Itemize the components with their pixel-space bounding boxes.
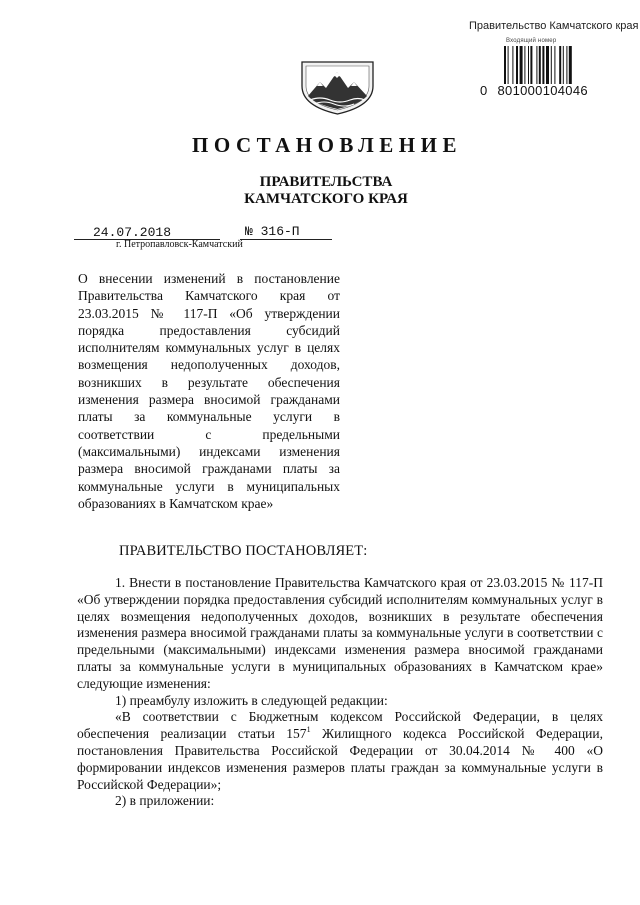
document-number: № 316-П	[245, 224, 300, 239]
issuer-line-2: КАМЧАТСКОГО КРАЯ	[244, 191, 408, 207]
document-subject	[78, 270, 340, 512]
document-body	[77, 575, 603, 810]
article-superscript: 1	[306, 725, 311, 735]
resolving-clause: ПРАВИТЕЛЬСТВО ПОСТАНОВЛЯЕТ:	[119, 543, 368, 559]
document-type-title: ПОСТАНОВЛЕНИЕ	[192, 133, 462, 157]
barcode-number	[480, 83, 588, 98]
barcode-image	[504, 46, 588, 84]
document-date: 24.07.2018	[93, 225, 172, 240]
barcode-prefix: 0	[480, 83, 488, 98]
registry-organization: Правительство Камчатского края	[469, 20, 639, 32]
subject-text: О внесении изменений в постановление Правительства Камчатского края от 23.03.2015 № 117-П «Об утверждении порядка предоставления субсидий исполнителям коммунальных услуг в целях возмещения недополученных доходов, возникших в результате обеспечения изменения размера вносимой гражданами платы за коммунальные услуги в соответствии с предельными (максимальными) индексами изменения размера вносимой гражданами платы за коммунальные услуги в муниципальных образованиях в Камчатском крае»	[78, 271, 340, 511]
paragraph-3-end: Жилищного кодекса Российской Федерации, постановления Правительства Российской Федерации от 30.04.2014 № 400 «О формировании индексов изменения размеров платы граждан за коммунальные услуги в Российской Федерации»;	[77, 726, 603, 792]
kamchatka-coat-of-arms-emblem	[300, 60, 375, 115]
paragraph-1: 1. Внести в постановление Правительства Камчатского края от 23.03.2015 № 117-П «Об утверждении порядка предоставления субсидий исполнителям коммунальных услуг в целях возмещения недополученных доходов, возникших в результате обеспечения изменения размера вносимой гражданами платы за коммунальные услуги в соответствии с предельными (максимальными) индексами изменения размера вносимой гражданами платы за коммунальные услуги в муниципальных образованиях в Камчатском крае» следующие изменения:	[77, 575, 603, 691]
paragraph-2: 1) преамбулу изложить в следующей редакции:	[115, 692, 388, 708]
paragraph-3	[77, 709, 603, 793]
issuer-line-1: ПРАВИТЕЛЬСТВА	[259, 174, 393, 190]
number-underline	[240, 239, 332, 240]
paragraph-3-start: «В соответствии с Бюджетным кодексом Российской Федерации, в целях обеспечения реализации статьи 157	[77, 709, 603, 742]
barcode-digits-text: 801000104046	[497, 83, 588, 98]
document-place: г. Петропавловск-Камчатский	[116, 239, 243, 250]
registry-note: Входящий номер	[506, 38, 557, 44]
paragraph-4: 2) в приложении:	[115, 793, 215, 809]
